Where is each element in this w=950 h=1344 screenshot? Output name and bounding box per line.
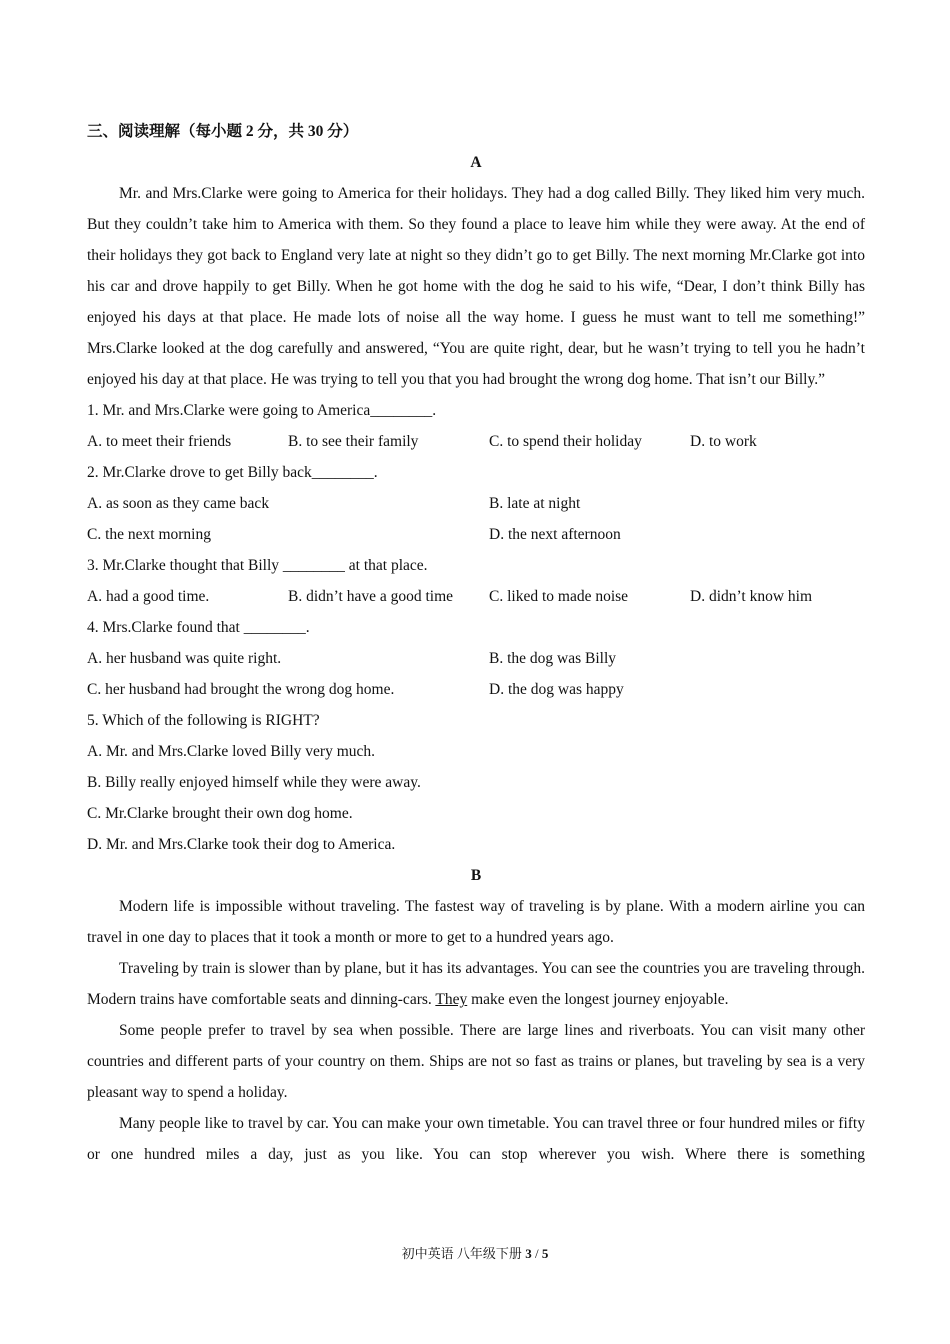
- question-options: [87, 426, 865, 457]
- question-stem: 2. Mr.Clarke drove to get Billy back________.: [87, 464, 378, 481]
- option-c: C. Mr.Clarke brought their own dog home.: [87, 805, 353, 822]
- question-options: [87, 581, 865, 612]
- passage-b-paragraph: Traveling by train is slower than by plane, but it has its advantages. You can see the countries you are traveling through. Modern trains have comfortable seats and dinning-cars. They make even the longest journey enjoyable.: [87, 960, 865, 1008]
- underlined-word: They: [435, 991, 468, 1008]
- question-stem: 3. Mr.Clarke thought that Billy ________ at that place.: [87, 557, 428, 574]
- option-a: A. Mr. and Mrs.Clarke loved Billy very much.: [87, 743, 375, 760]
- option-b: B. the dog was Billy: [489, 650, 617, 667]
- option-c: C. the next morning: [87, 526, 211, 543]
- section-title: 三、阅读理解（每小题 2 分，共 30 分）: [87, 123, 359, 140]
- footer-label: 初中英语 八年级下册: [401, 1246, 522, 1261]
- option-a: A. had a good time.: [87, 588, 210, 605]
- passage-b-paragraph: Modern life is impossible without traveling. The fastest way of traveling is by plane. With a modern airline you can travel in one day to places that it took a month or more to get to a hundred years ago.: [87, 898, 865, 946]
- question-stem: 5. Which of the following is RIGHT?: [87, 712, 320, 729]
- option-d: D. Mr. and Mrs.Clarke took their dog to America.: [87, 836, 396, 853]
- question-stem: 4. Mrs.Clarke found that ________.: [87, 619, 310, 636]
- page-footer: [0, 1244, 950, 1264]
- passage-a-label: A: [470, 154, 482, 171]
- question-options: [87, 643, 865, 674]
- option-c: C. to spend their holiday: [489, 433, 642, 450]
- option-d: D. didn’t know him: [690, 588, 812, 605]
- passage-a-text: Mr. and Mrs.Clarke were going to America for their holidays. They had a dog called Billy. They liked him very much. But they couldn’t take him to America with them. So they found a place to leave him while they were away. At the end of their holidays they got back to England very late at night so they didn’t go to get Billy. The next morning Mr.Clarke got into his car and drove happily to get Billy. When he got home with the dog he said to his wife, “Dear, I don’t think Billy has enjoyed his days at that place. He made lots of noise all the way home. I guess he must want to tell me something!” Mrs.Clarke looked at the dog carefully and answered, “You are quite right, dear, but he wasn’t trying to tell you he hadn’t enjoyed his day at that place. He was trying to tell you that you had brought the wrong dog home. That isn’t our Billy.”: [87, 185, 865, 388]
- exam-page: [87, 116, 865, 1170]
- page-total: 5: [541, 1246, 549, 1261]
- question-stem: 1. Mr. and Mrs.Clarke were going to America________.: [87, 402, 437, 419]
- option-b: B. to see their family: [288, 433, 419, 450]
- option-a: A. to meet their friends: [87, 433, 232, 450]
- option-d: D. the dog was happy: [489, 681, 624, 698]
- option-a: A. as soon as they came back: [87, 495, 270, 512]
- option-b: B. late at night: [489, 495, 581, 512]
- option-b: B. didn’t have a good time: [288, 588, 454, 605]
- passage-b-paragraph: Some people prefer to travel by sea when possible. There are large lines and riverboats. You can visit many other countries and different parts of your country on them. Ships are not so fast as trains or planes, but traveling by sea is a very pleasant way to spend a holiday.: [87, 1022, 865, 1101]
- option-d: D. to work: [690, 433, 757, 450]
- passage-b-paragraph: Many people like to travel by car. You can make your own timetable. You can travel three or four hundred miles or fifty or one hundred miles a day, just as you like. You can stop wherever you wish. Where there is something: [87, 1115, 865, 1163]
- question-options: [87, 674, 865, 705]
- option-c: C. her husband had brought the wrong dog home.: [87, 681, 395, 698]
- option-a: A. her husband was quite right.: [87, 650, 282, 667]
- page-separator: /: [534, 1246, 539, 1261]
- option-b: B. Billy really enjoyed himself while they were away.: [87, 774, 421, 791]
- question-options: [87, 519, 865, 550]
- option-d: D. the next afternoon: [489, 526, 621, 543]
- question-options: [87, 488, 865, 519]
- option-c: C. liked to made noise: [489, 588, 629, 605]
- page-number: 3: [525, 1246, 532, 1261]
- passage-b-label: B: [470, 867, 482, 884]
